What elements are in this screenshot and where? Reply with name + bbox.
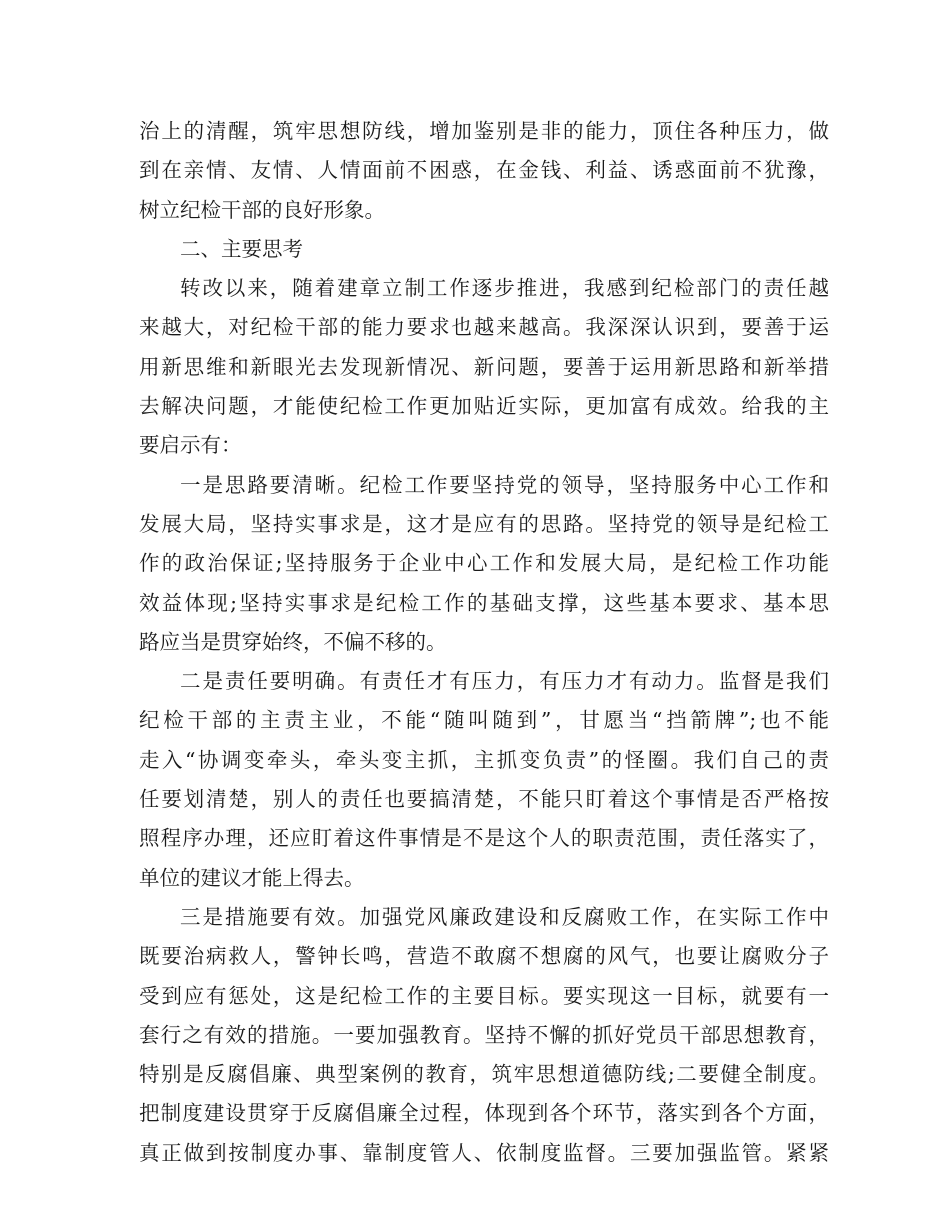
text-line: 作的政治保证;坚持服务于企业中心工作和发展大局，是纪检工作功能 [139, 551, 829, 576]
text-line: 发展大局，坚持实事求是，这才是应有的思路。坚持党的领导是纪检工 [139, 511, 829, 536]
text-line: 走入“协调变牵头，牵头变主抓，主抓变负责”的怪圈。我们自己的责 [139, 747, 829, 772]
paragraph-first-line: 一是思路要清晰。纪检工作要坚持党的领导，坚持服务中心工作和 [180, 472, 829, 497]
text-line: 套行之有效的措施。一要加强教育。坚持不懈的抓好党员干部思想教育， [139, 1022, 829, 1047]
text-line: 真正做到按制度办事、靠制度管人、依制度监督。三要加强监管。紧紧 [139, 1140, 829, 1165]
paragraph-first-line: 二是责任要明确。有责任才有压力，有压力才有动力。监督是我们 [180, 669, 829, 694]
document-body [139, 112, 829, 1173]
text-line: 纪检干部的主责主业，不能“随叫随到”，甘愿当“挡箭牌”;也不能 [139, 708, 829, 733]
text-line: 照程序办理，还应盯着这件事情是不是这个人的职责范围，责任落实了， [139, 826, 829, 851]
text-line: 效益体现;坚持实事求是纪检工作的基础支撑，这些基本要求、基本思 [139, 590, 829, 615]
text-line: 来越大，对纪检干部的能力要求也越来越高。我深深认识到，要善于运 [139, 315, 829, 340]
text-line: 任要划清楚，别人的责任也要搞清楚，不能只盯着这个事情是否严格按 [139, 787, 829, 812]
text-line: 特别是反腐倡廉、典型案例的教育，筑牢思想道德防线;二要健全制度。 [139, 1062, 829, 1087]
paragraph-first-line: 二、主要思考 [180, 236, 303, 261]
text-line: 用新思维和新眼光去发现新情况、新问题，要善于运用新思路和新举措 [139, 354, 829, 379]
text-line: 要启示有： [139, 433, 242, 458]
text-line: 受到应有惩处，这是纪检工作的主要目标。要实现这一目标，就要有一 [139, 983, 829, 1008]
paragraph-first-line: 转改以来，随着建章立制工作逐步推进，我感到纪检部门的责任越 [180, 276, 829, 301]
text-line: 到在亲情、友情、人情面前不困惑，在金钱、利益、诱惑面前不犹豫， [139, 158, 829, 183]
text-line: 治上的清醒，筑牢思想防线，增加鉴别是非的能力，顶住各种压力，做 [139, 119, 829, 143]
text-line: 去解决问题，才能使纪检工作更加贴近实际，更加富有成效。给我的主 [139, 394, 829, 419]
text-line: 树立纪检干部的良好形象。 [139, 197, 385, 222]
text-line: 把制度建设贯穿于反腐倡廉全过程，体现到各个环节，落实到各个方面， [139, 1101, 829, 1126]
text-line: 单位的建议才能上得去。 [139, 865, 365, 890]
paragraph-first-line: 三是措施要有效。加强党风廉政建设和反腐败工作，在实际工作中 [180, 904, 829, 929]
text-line: 路应当是贯穿始终，不偏不移的。 [139, 629, 447, 654]
text-line: 既要治病救人，警钟长鸣，营造不敢腐不想腐的风气，也要让腐败分子 [139, 944, 829, 969]
